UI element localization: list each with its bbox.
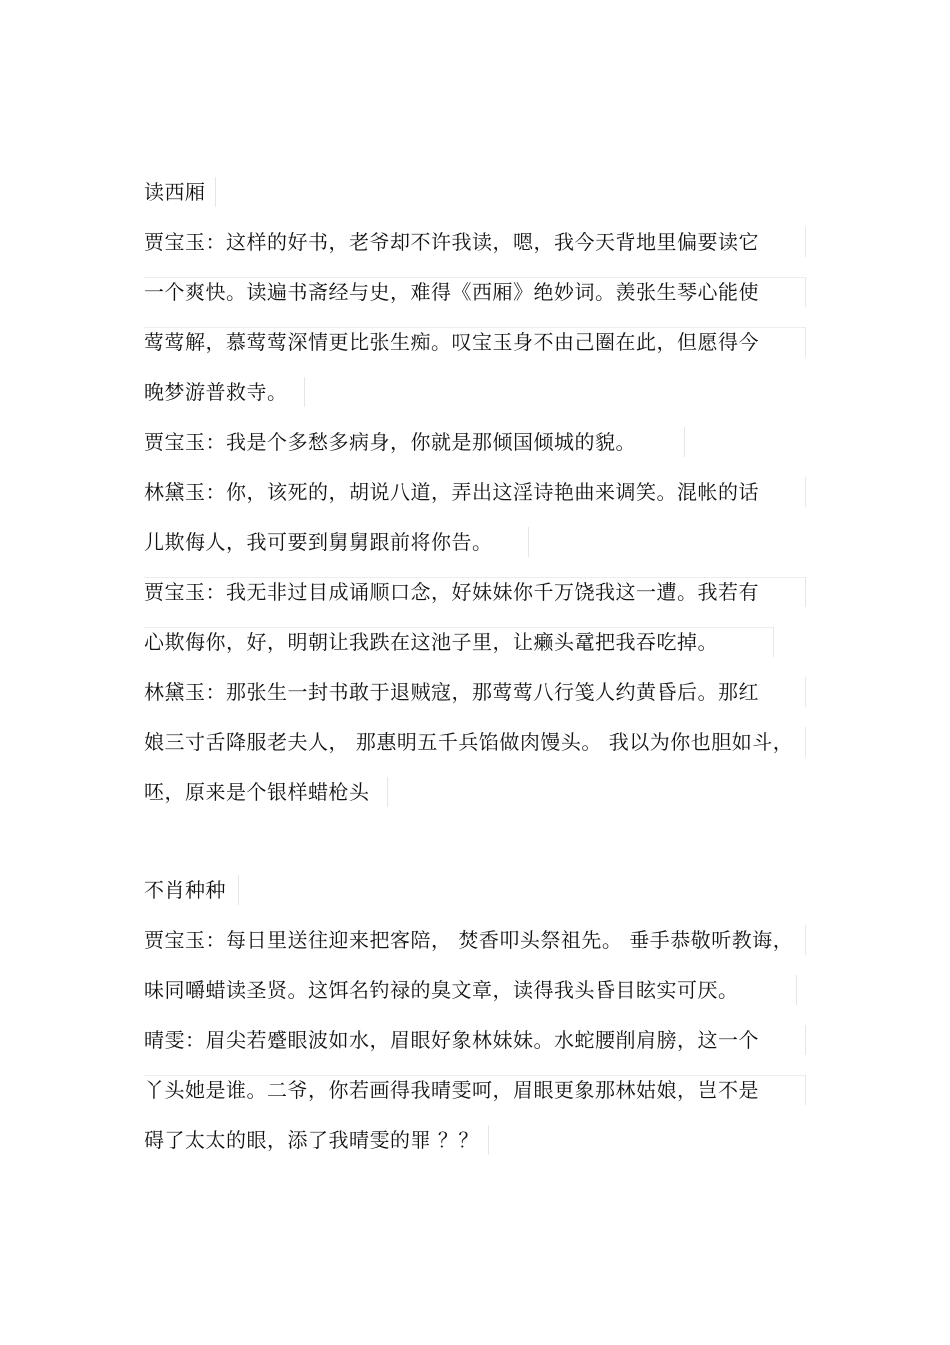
layout-guide — [805, 227, 806, 257]
layout-guide — [805, 925, 806, 955]
layout-guide — [215, 177, 216, 207]
layout-guide — [805, 277, 806, 307]
paragraph-line: 晴雯：眉尖若蹙眼波如水，眉眼好象林妹妹。水蛇腰削肩膀，这一个 — [144, 1028, 759, 1052]
layout-guide — [805, 727, 806, 757]
paragraph-line: 莺莺解，慕莺莺深情更比张生痴。叹宝玉身不由己圈在此，但愿得今 — [144, 330, 759, 354]
paragraph-line: 林黛玉：那张生一封书敢于退贼寇，那莺莺八行笺人约黄昏后。那红 — [144, 680, 759, 704]
paragraph-line: 贾宝玉：每日里送往迎来把客陪， 焚香叩头祭祖先。 垂手恭敬听教诲， — [144, 928, 794, 952]
layout-guide — [238, 875, 239, 905]
paragraph-line: 贾宝玉：我无非过目成诵顺口念，好妹妹你千万饶我这一遭。我若有 — [144, 580, 759, 604]
layout-guide — [805, 477, 806, 507]
layout-guide — [805, 577, 806, 607]
section-heading-unworthy-ways: 不肖种种 — [144, 878, 226, 902]
layout-guide — [684, 427, 685, 457]
paragraph-line: 贾宝玉：我是个多愁多病身，你就是那倾国倾城的貌。 — [144, 430, 636, 454]
section-heading-read-xixiang: 读西厢 — [144, 180, 206, 204]
paragraph-line: 碍了太太的眼，添了我晴雯的罪 ？？ — [144, 1128, 479, 1152]
paragraph-line: 娘三寸舌降服老夫人， 那惠明五千兵馅做肉馒头。 我以为你也胆如斗， — [144, 730, 794, 754]
layout-guide — [773, 627, 774, 657]
layout-guide — [304, 377, 305, 407]
paragraph-line: 晚梦游普救寺。 — [144, 380, 288, 404]
layout-guide — [387, 777, 388, 807]
layout-guide — [805, 1025, 806, 1055]
layout-guide — [805, 677, 806, 707]
layout-guide — [805, 327, 806, 357]
layout-guide — [488, 1125, 489, 1155]
layout-guide — [796, 975, 797, 1005]
paragraph-line: 丫头她是谁。二爷，你若画得我晴雯呵，眉眼更象那林姑娘，岂不是 — [144, 1078, 759, 1102]
paragraph-line: 味同嚼蜡读圣贤。这饵名钓禄的臭文章，读得我头昏目眩实可厌。 — [144, 978, 739, 1002]
paragraph-line: 一个爽快。读遍书斋经与史，难得《西厢》绝妙词。羡张生琴心能使 — [144, 280, 759, 304]
paragraph-line: 呸，原来是个银样蜡枪头 — [144, 780, 370, 804]
paragraph-line: 心欺侮你，好，明朝让我跌在这池子里，让癞头鼋把我吞吃掉。 — [144, 630, 718, 654]
paragraph-line: 林黛玉：你，该死的，胡说八道，弄出这淫诗艳曲来调笑。混帐的话 — [144, 480, 759, 504]
layout-guide — [805, 1075, 806, 1105]
layout-guide — [528, 527, 529, 557]
paragraph-line: 儿欺侮人，我可要到舅舅跟前将你告。 — [144, 530, 493, 554]
paragraph-line: 贾宝玉：这样的好书，老爷却不许我读，嗯，我今天背地里偏要读它 — [144, 230, 759, 254]
